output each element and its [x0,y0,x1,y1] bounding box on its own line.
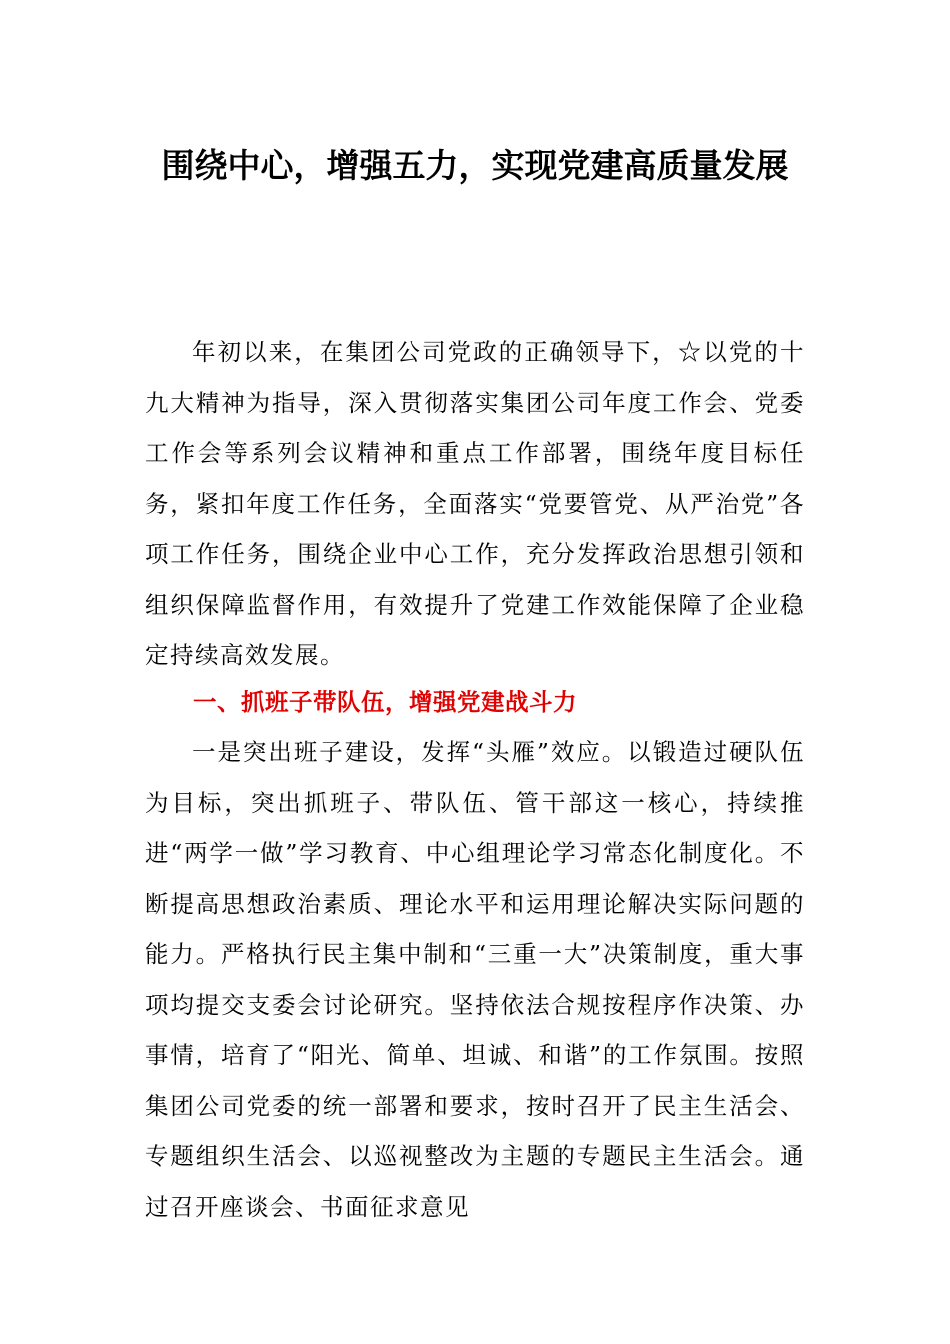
section-heading: 一、抓班子带队伍，增强党建战斗力 [193,688,577,716]
document-title: 围绕中心，增强五力，实现党建高质量发展 [161,146,789,185]
intro-paragraph: 年初以来，在集团公司党政的正确领导下，☆以党的十九大精神为指导，深入贯彻落实集团公司年度工作会、党委工作会等系列会议精神和重点工作部署，围绕年度目标任务，紧扣年度工作任务，全面落实“党要管党、从严治党”各项工作任务，围绕企业中心工作，充分发挥政治思想引领和组织保障监督作用，有效提升了党建工作效能保障了企业稳定持续高效发展。 [145,338,805,669]
section-paragraph: 一是突出班子建设，发挥“头雁”效应。以锻造过硬队伍为目标，突出抓班子、带队伍、管干部这一核心，持续推进“两学一做”学习教育、中心组理论学习常态化制度化。不断提高思想政治素质、理论水平和运用理论解决实际问题的能力。严格执行民主集中制和“三重一大”决策制度，重大事项均提交支委会讨论研究。坚持依法合规按程序作决策、办事情，培育了“阳光、简单、坦诚、和谐”的工作氛围。按照集团公司党委的统一部署和要求，按时召开了民主生活会、专题组织生活会、以巡视整改为主题的专题民主生活会。通过召开座谈会、书面征求意见 [145,738,805,1221]
